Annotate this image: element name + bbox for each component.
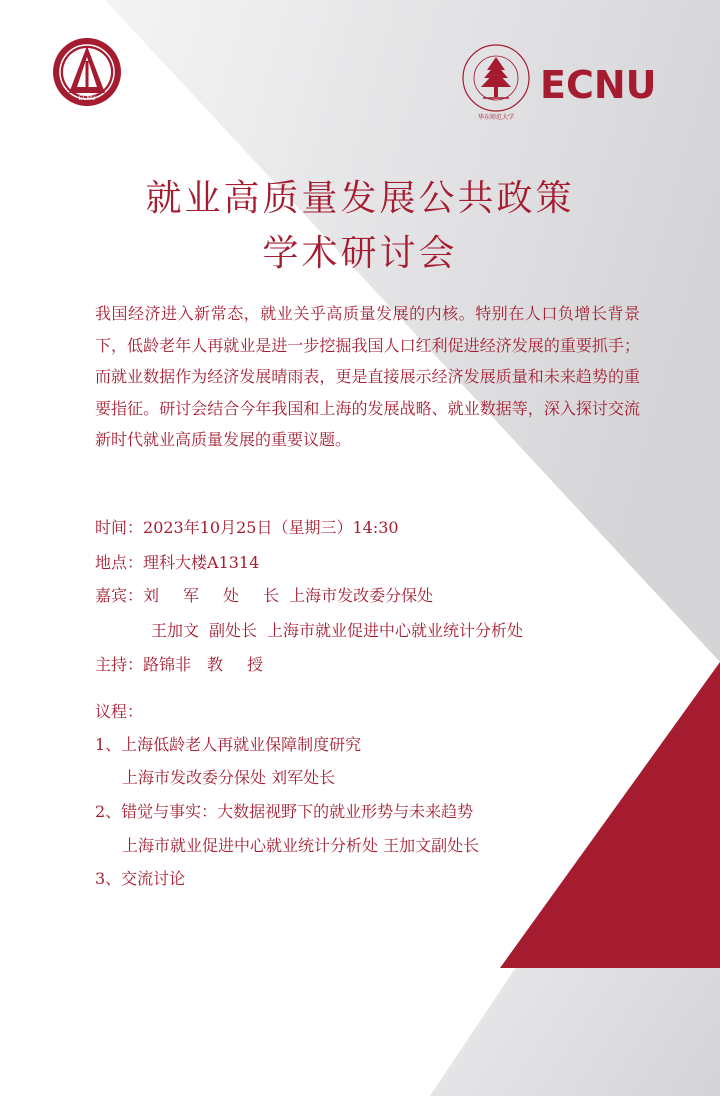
agenda-item-1-title: 1、上海低龄老人再就业保障制度研究 <box>95 735 362 754</box>
time-row <box>95 518 399 538</box>
guest1-name2: 军 <box>183 586 200 605</box>
guest1-name: 刘 <box>143 586 160 605</box>
guest2-title: 副处长 <box>209 621 258 640</box>
guests-label: 嘉宾： <box>95 586 144 605</box>
host-title2: 授 <box>247 655 264 674</box>
agenda-item-2-title: 2、错觉与事实：大数据视野下的就业形势与未来趋势 <box>95 802 474 821</box>
place-row <box>95 553 259 573</box>
guest1-title1: 处 <box>223 586 240 605</box>
agenda-label: 议程： <box>95 702 144 721</box>
host-title1: 教 <box>207 655 224 674</box>
page-title-line1: 就业高质量发展公共政策 <box>145 178 575 219</box>
time-value: 2023年10月25日（星期三）14:30 <box>143 518 399 537</box>
place-value: 理科大楼A1314 <box>143 553 260 572</box>
guest1-row <box>95 586 433 606</box>
agenda-item-1-speaker: 上海市发改委分保处 刘军处长 <box>122 768 336 787</box>
host-label: 主持： <box>95 655 144 674</box>
page-title-line2: 学术研讨会 <box>262 233 458 274</box>
ecnu-tree-seal-icon <box>461 43 531 123</box>
place-label: 地点： <box>95 553 144 572</box>
svg-text:ECNU: ECNU <box>78 95 96 102</box>
guest2-org: 上海市就业促进中心就业统计分析处 <box>267 621 524 640</box>
svg-text:华东师范大学: 华东师范大学 <box>477 114 515 121</box>
guest2-row <box>151 621 523 641</box>
ecnu-wordmark: ECNU <box>540 63 657 107</box>
ecnu-emblem-logo <box>52 37 122 107</box>
guest1-title2: 长 <box>263 586 280 605</box>
agenda-item-3-title: 3、交流讨论 <box>95 869 186 888</box>
host-name: 路锦非 <box>143 655 192 674</box>
time-label: 时间： <box>95 518 144 537</box>
ecnu-logo <box>461 43 666 123</box>
agenda-item-2-speaker: 上海市就业促进中心就业统计分析处 王加文副处长 <box>122 836 480 855</box>
guest1-org: 上海市发改委分保处 <box>289 586 434 605</box>
guest2-name: 王加文 <box>151 621 200 640</box>
intro-paragraph: 我国经济进入新常态，就业关乎高质量发展的内核。特别在人口负增长背景下，低龄老年人再就业是进一步挖掘我国人口红利促进经济发展的重要抓手；而就业数据作为经济发展晴雨表，更是直接展示经济发展质量和未来趋势的重要指征。研讨会结合今年我国和上海的发展战略、就业数据等，深入探讨交流新时代就业高质量发展的重要议题。 <box>95 304 640 450</box>
host-row <box>95 655 263 675</box>
